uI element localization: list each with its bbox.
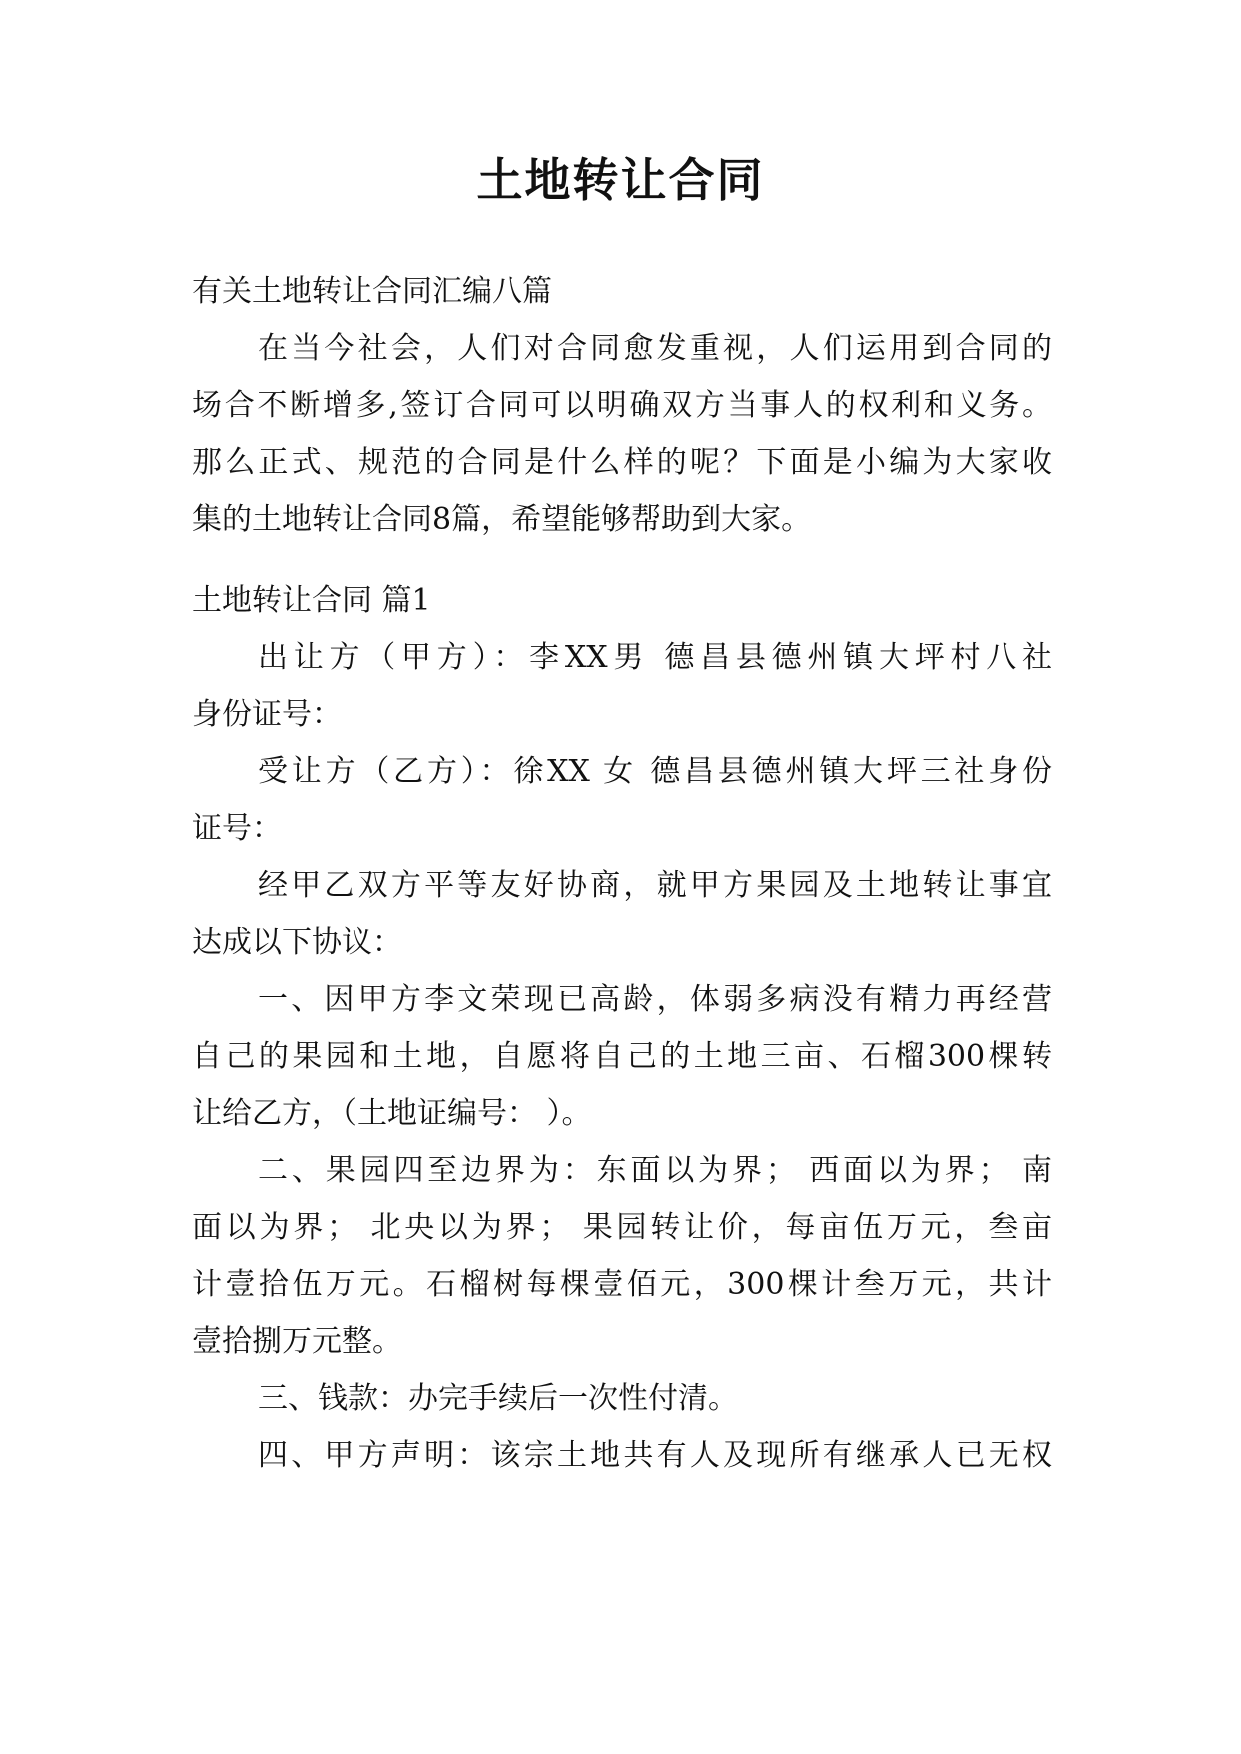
- body-line: 二、果园四至边界为：东面以为界； 西面以为界； 南: [258, 1153, 1052, 1188]
- body-line: 四、甲方声明：该宗土地共有人及现所有继承人已无权: [258, 1438, 1052, 1473]
- body-line: 一、因甲方李文荣现已高龄，体弱多病没有精力再经营: [258, 982, 1052, 1017]
- body-line: 证号：: [192, 811, 282, 846]
- body-line: 让给乙方，（土地证编号： ）。: [192, 1096, 592, 1131]
- body-line: 面以为界； 北央以为界； 果园转让价，每亩伍万元，叁亩: [192, 1210, 1052, 1245]
- body-line: 自己的果园和土地，自愿将自己的土地三亩、石榴300棵转: [192, 1039, 1052, 1074]
- body-line: 三、钱款：办完手续后一次性付清。: [258, 1381, 738, 1416]
- body-line: 有关土地转让合同汇编八篇: [192, 274, 552, 309]
- body-line: 场合不断增多,签订合同可以明确双方当事人的权利和义务。: [192, 388, 1052, 423]
- document-title: 土地转让合同: [476, 153, 765, 207]
- body-line: 身份证号：: [192, 697, 342, 732]
- body-line: 那么正式、规范的合同是什么样的呢？下面是小编为大家收: [192, 445, 1052, 480]
- body-line: 经甲乙双方平等友好协商，就甲方果园及土地转让事宜: [258, 868, 1052, 903]
- body-line: 在当今社会，人们对合同愈发重视，人们运用到合同的: [258, 331, 1052, 366]
- body-line: 集的土地转让合同8篇，希望能够帮助到大家。: [192, 502, 812, 537]
- body-line: 计壹拾伍万元。石榴树每棵壹佰元，300棵计叁万元，共计: [192, 1267, 1052, 1302]
- body-line: 受让方（乙方）：徐XX 女 德昌县德州镇大坪三社身份: [258, 754, 1052, 789]
- body-line: 达成以下协议：: [192, 925, 402, 960]
- body-line: 出让方（甲方）：李XX男 德昌县德州镇大坪村八社: [258, 640, 1052, 675]
- body-line: 壹拾捌万元整。: [192, 1324, 402, 1359]
- body-line: 土地转让合同 篇1: [192, 583, 431, 618]
